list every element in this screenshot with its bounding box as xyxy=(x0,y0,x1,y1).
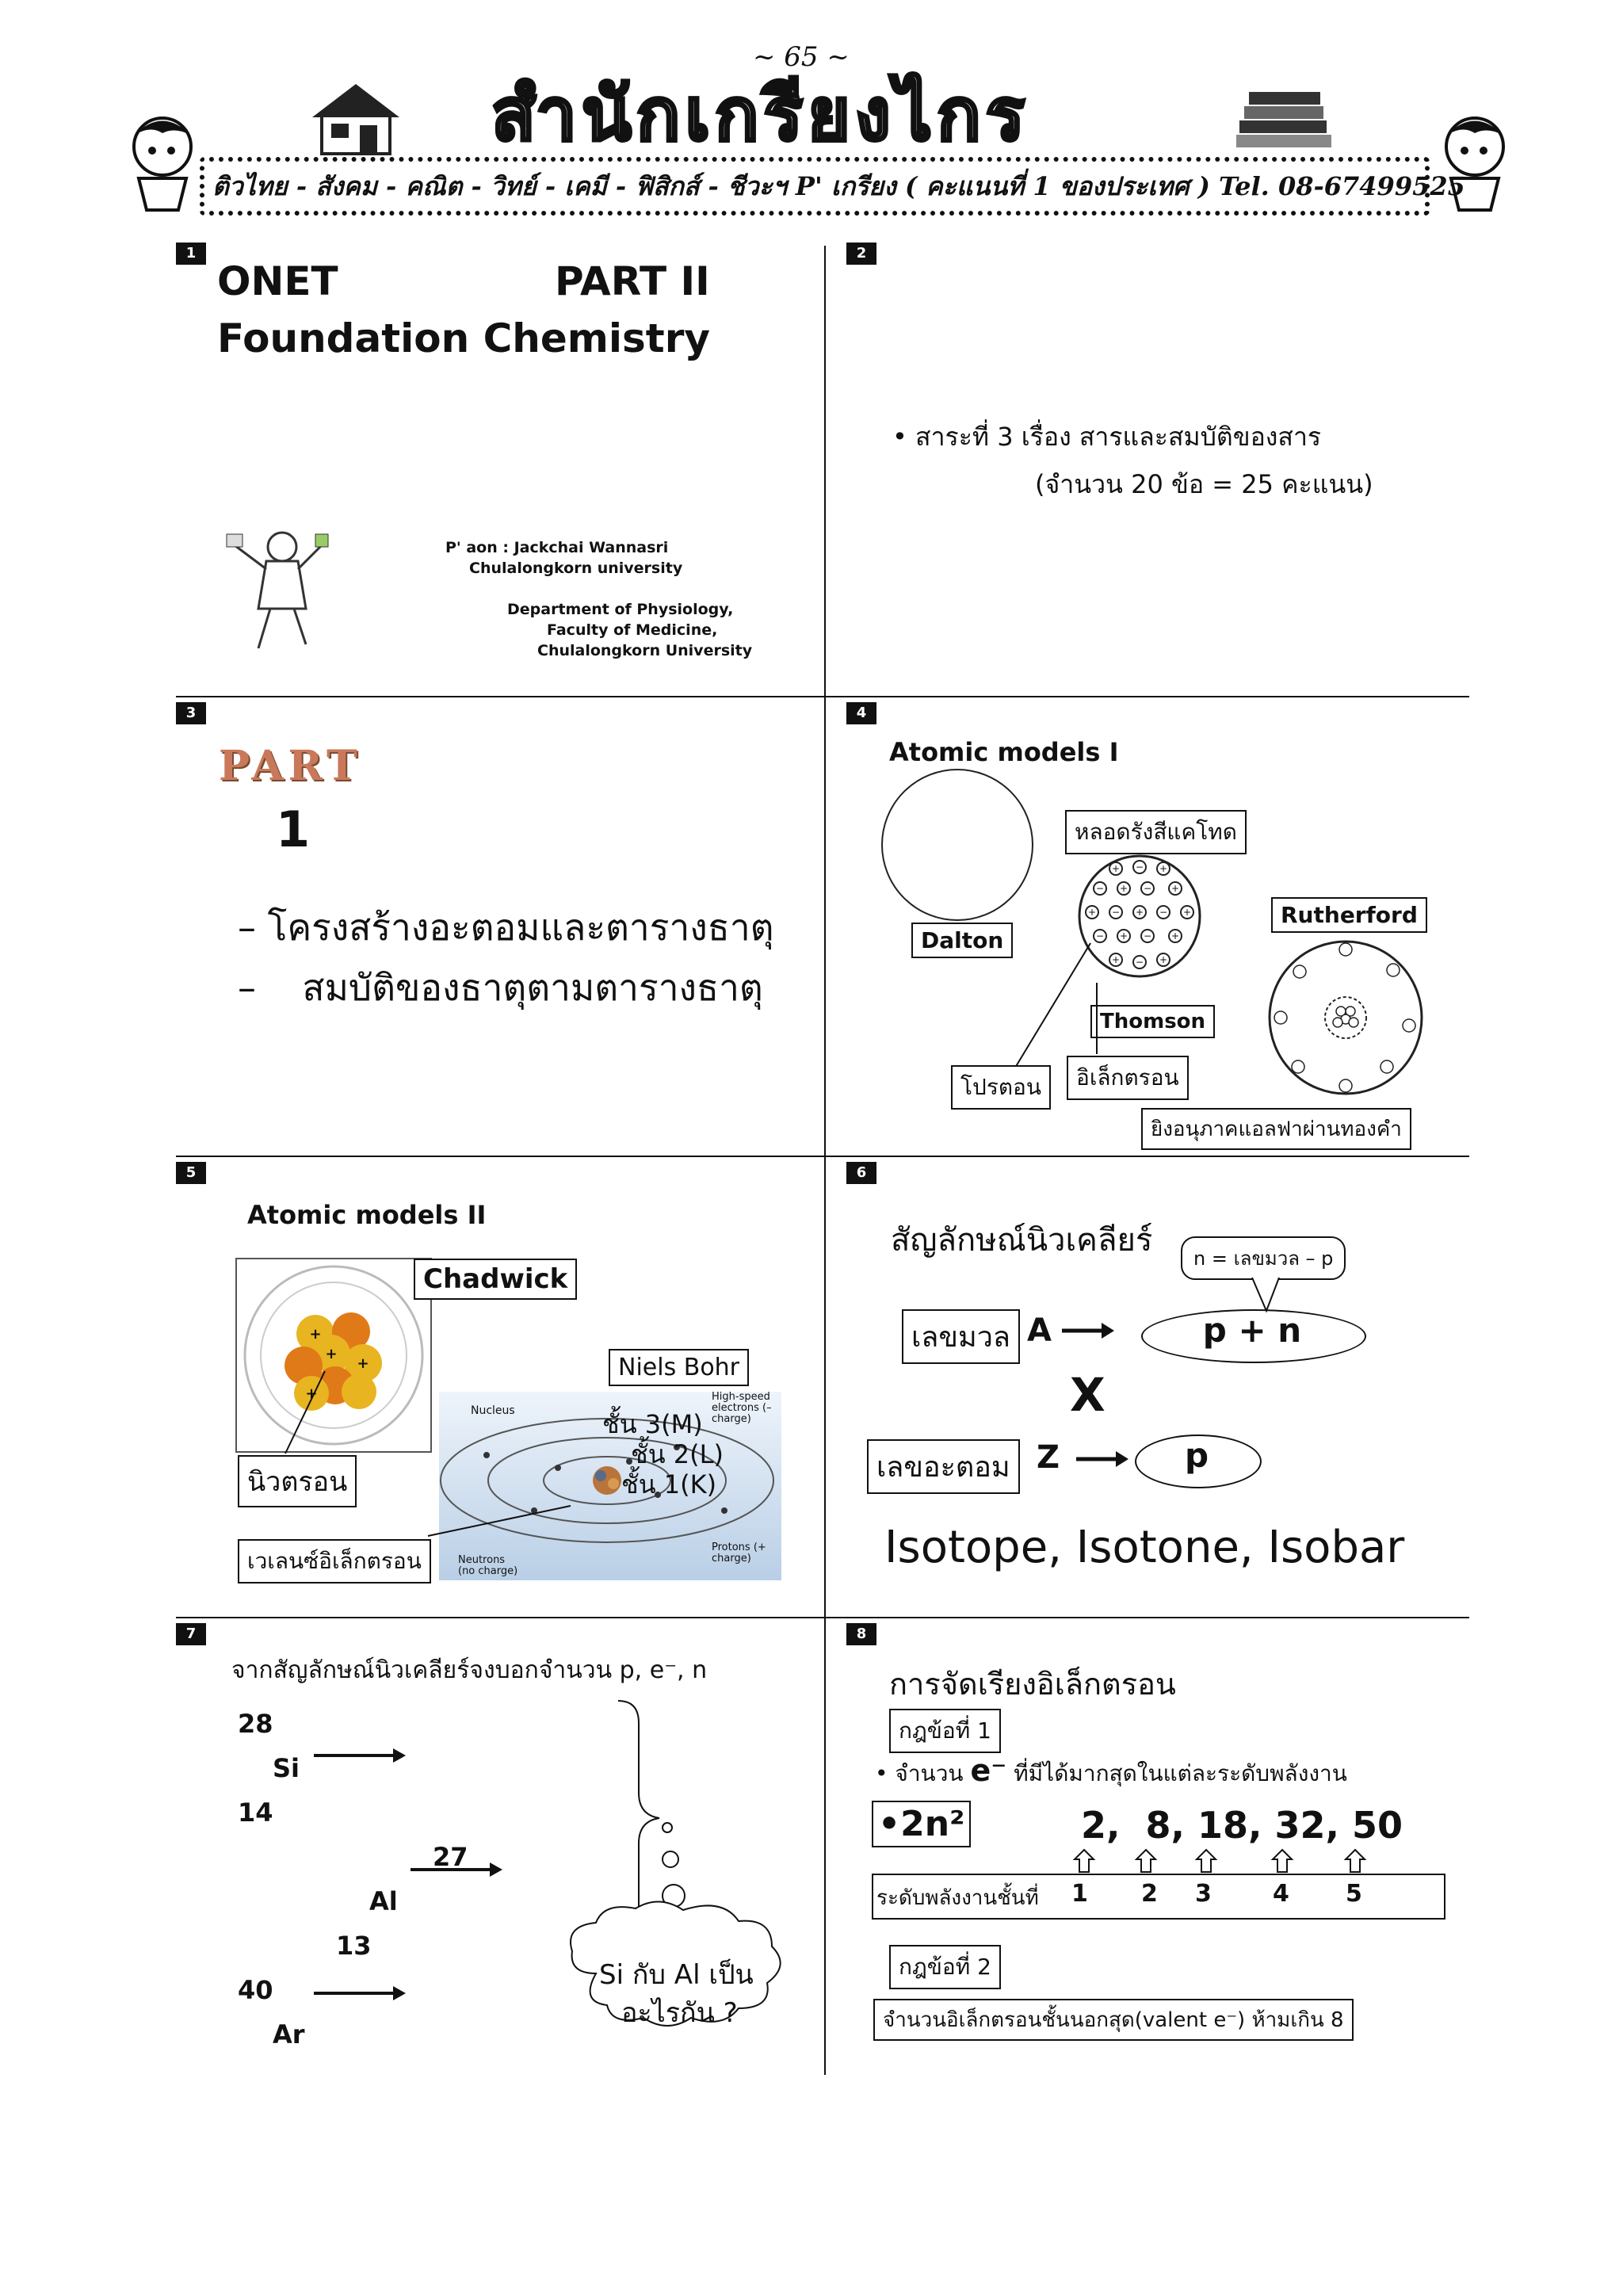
valence-electron-label: เวเลนซ์อิเล็กตรอน xyxy=(238,1539,431,1584)
dalton-sphere xyxy=(881,769,1033,921)
slide4-title: Atomic models I xyxy=(889,737,1119,767)
bohr-electrons-label: High-speed electrons (– charge) xyxy=(712,1391,772,1425)
svg-text:+: + xyxy=(1170,930,1180,942)
thomson-label: Thomson xyxy=(1090,1005,1215,1038)
bohr-protons-label: Protons (+ charge) xyxy=(712,1541,766,1564)
shell-3-label: ชั้น 3(M) xyxy=(602,1409,703,1439)
svg-text:+: + xyxy=(325,1346,338,1362)
al-atomic-number: 13 xyxy=(336,1931,372,1961)
slide6-title: สัญลักษณ์นิวเคลียร์ xyxy=(891,1222,1153,1259)
svg-text:+: + xyxy=(1170,883,1180,894)
slide5-title: Atomic models II xyxy=(247,1200,487,1230)
arrow-right-icon xyxy=(1062,1319,1114,1343)
svg-text:+: + xyxy=(1119,883,1128,894)
house-icon xyxy=(304,78,407,157)
al-symbol: Al xyxy=(369,1886,398,1916)
shell-1-label: ชั้น 1(K) xyxy=(621,1469,717,1499)
tagline: ติวไทย - สังคม - คณิต - วิทย์ - เคมี - ฟิสิกส์ - ชีวะฯ P' เกรียง ( คะแนนที่ 1 ของประเทศ ) Tel. 08-67499525 xyxy=(212,171,1465,201)
chadwick-label: Chadwick xyxy=(414,1259,577,1300)
books-icon xyxy=(1233,82,1336,152)
alpha-scattering-label: ยิงอนุภาคแอลฟาผ่านทองคำ xyxy=(1141,1108,1411,1150)
bullet: • xyxy=(875,1760,896,1786)
cathode-label: หลอดรังสีแคโทด xyxy=(1065,810,1247,854)
slide3-item-1: – โครงสร้างอะตอมและตารางธาตุ xyxy=(238,906,774,949)
level-4: 4 xyxy=(1273,1880,1289,1908)
svg-text:−: − xyxy=(1111,907,1121,918)
svg-text:+: + xyxy=(1087,907,1097,918)
rutherford-model xyxy=(1268,940,1423,1095)
slide2-bullet: • สาระที่ 3 เรื่อง สารและสมบัติของสาร xyxy=(892,422,1322,452)
shell-2-label: ชั้น 2(L) xyxy=(631,1439,724,1469)
arrow-right-icon xyxy=(314,1745,406,1766)
atomic-number-label: เลขอะตอม xyxy=(867,1439,1020,1494)
slide1-title-left: ONET xyxy=(217,258,338,304)
slide-number: 2 xyxy=(846,243,876,265)
energy-level-label: ระดับพลังงานชั้นที่ xyxy=(876,1886,1039,1910)
svg-text:−: − xyxy=(1135,957,1144,968)
thought-line-2: อะไรกัน ? xyxy=(621,1997,738,2029)
rule-1-text-b: ที่มีได้มากสุดในแต่ละระดับพลังงาน xyxy=(1014,1760,1347,1786)
si-symbol: Si xyxy=(273,1753,300,1783)
rutherford-label: Rutherford xyxy=(1271,897,1427,933)
row-divider-3 xyxy=(176,1617,1469,1618)
rule-1-label: กฎข้อที่ 1 xyxy=(889,1709,1001,1753)
rule-2-label: กฎข้อที่ 2 xyxy=(889,1945,1001,1989)
slide-number: 8 xyxy=(846,1623,876,1645)
bohr-neutrons-label: Neutrons (no charge) xyxy=(458,1554,518,1577)
svg-text:−: − xyxy=(1095,930,1105,942)
row-divider-2 xyxy=(176,1156,1469,1157)
slide-number: 7 xyxy=(176,1623,206,1645)
level-2: 2 xyxy=(1141,1880,1158,1908)
mass-number-label: เลขมวล xyxy=(902,1309,1020,1364)
svg-text:+: + xyxy=(1119,930,1128,942)
electron-symbol: e⁻ xyxy=(970,1753,1007,1788)
formula-2n2: •2n² xyxy=(872,1801,971,1847)
mass-formula: p + n xyxy=(1202,1311,1302,1350)
level-5: 5 xyxy=(1346,1880,1362,1908)
level-3: 3 xyxy=(1195,1880,1212,1908)
svg-text:+: + xyxy=(1159,954,1168,965)
rule-1-text-a: จำนวน xyxy=(895,1760,964,1786)
brand-title: สำนักเกรียงไกร xyxy=(491,71,1030,157)
slide5-pointer-lines xyxy=(269,1339,586,1545)
rule-1-text xyxy=(875,1753,1347,1791)
neutron-formula-callout: n = เลขมวล – p xyxy=(1181,1236,1346,1280)
slide8-title: การจัดเรียงอิเล็กตรอน xyxy=(889,1667,1176,1702)
slide7-title: จากสัญลักษณ์นิวเคลียร์จงบอกจำนวน p, e⁻, n xyxy=(231,1656,708,1684)
atomic-formula: p xyxy=(1184,1436,1209,1475)
svg-text:+: + xyxy=(1159,863,1168,874)
al-mass-number: 27 xyxy=(433,1842,468,1872)
svg-text:−: − xyxy=(1095,883,1105,894)
mass-symbol: A xyxy=(1027,1312,1052,1349)
svg-text:+: + xyxy=(1182,907,1192,918)
si-atomic-number: 14 xyxy=(238,1797,273,1828)
slide2-note: (จำนวน 20 ข้อ = 25 คะแนน) xyxy=(1035,469,1373,499)
ar-mass-number: 40 xyxy=(238,1975,273,2005)
slide-number: 1 xyxy=(176,243,206,265)
slide1-subtitle: Foundation Chemistry xyxy=(217,315,710,361)
mascot-left-icon xyxy=(119,111,206,214)
svg-text:+: + xyxy=(357,1355,369,1372)
svg-text:−: − xyxy=(1135,861,1144,873)
slide-number: 5 xyxy=(176,1162,206,1184)
svg-text:−: − xyxy=(1143,883,1152,894)
author-department: Department of Physiology, xyxy=(507,601,734,618)
slide-number: 4 xyxy=(846,702,876,724)
bohr-label: Niels Bohr xyxy=(609,1349,749,1386)
element-symbol: X xyxy=(1070,1368,1106,1422)
svg-text:+: + xyxy=(1111,863,1121,874)
part-number: 1 xyxy=(276,800,311,858)
proton-label: โปรตอน xyxy=(951,1065,1051,1110)
slide-number: 3 xyxy=(176,702,206,724)
svg-text:+: + xyxy=(309,1326,322,1343)
slide1-title-right: PART II xyxy=(555,258,710,304)
svg-text:+: + xyxy=(1135,907,1144,918)
ar-symbol: Ar xyxy=(273,2019,305,2050)
svg-text:+: + xyxy=(1111,954,1121,965)
dalton-label: Dalton xyxy=(911,923,1013,958)
rule-2-text: จำนวนอิเล็กตรอนชั้นนอกสุด(valent e⁻) ห้ามเกิน 8 xyxy=(873,1999,1354,2041)
author-faculty: Faculty of Medicine, xyxy=(547,621,718,639)
part-wordart: PART xyxy=(219,742,362,790)
svg-text:+: + xyxy=(305,1385,318,1402)
atomic-symbol: Z xyxy=(1037,1439,1060,1476)
slide3-item-2: – สมบัติของธาตุตามตารางธาตุ xyxy=(238,966,763,1009)
column-divider xyxy=(824,246,826,2075)
row-divider-1 xyxy=(176,696,1469,697)
author-university-2: Chulalongkorn University xyxy=(537,642,753,659)
arrow-right-icon xyxy=(314,1983,406,2004)
scientist-illustration xyxy=(227,529,330,656)
slide2-bullet-text: สาระที่ 3 เรื่อง สารและสมบัติของสาร xyxy=(915,422,1322,452)
arrow-right-icon xyxy=(1076,1447,1128,1471)
thought-line-1: Si กับ Al เป็น xyxy=(599,1959,754,1991)
iso-terms: Isotope, Isotone, Isobar xyxy=(884,1522,1405,1573)
svg-text:−: − xyxy=(1159,907,1168,918)
arrow-right-icon xyxy=(411,1859,502,1880)
capacity-series: 2, 8, 18, 32, 50 xyxy=(1081,1804,1403,1847)
slide-number: 6 xyxy=(846,1162,876,1184)
author-name: P' aon : Jackchai Wannasri xyxy=(445,539,669,556)
si-mass-number: 28 xyxy=(238,1709,273,1739)
svg-text:−: − xyxy=(1143,930,1152,942)
up-arrows xyxy=(1073,1850,1374,1874)
page-number: ~ 65 ~ xyxy=(753,41,850,73)
level-1: 1 xyxy=(1071,1880,1088,1908)
author-university: Chulalongkorn university xyxy=(469,560,683,577)
neutron-label: นิวตรอน xyxy=(238,1455,357,1507)
bohr-nucleus-label: Nucleus xyxy=(471,1404,515,1417)
electron-label: อิเล็กตรอน xyxy=(1067,1056,1189,1100)
